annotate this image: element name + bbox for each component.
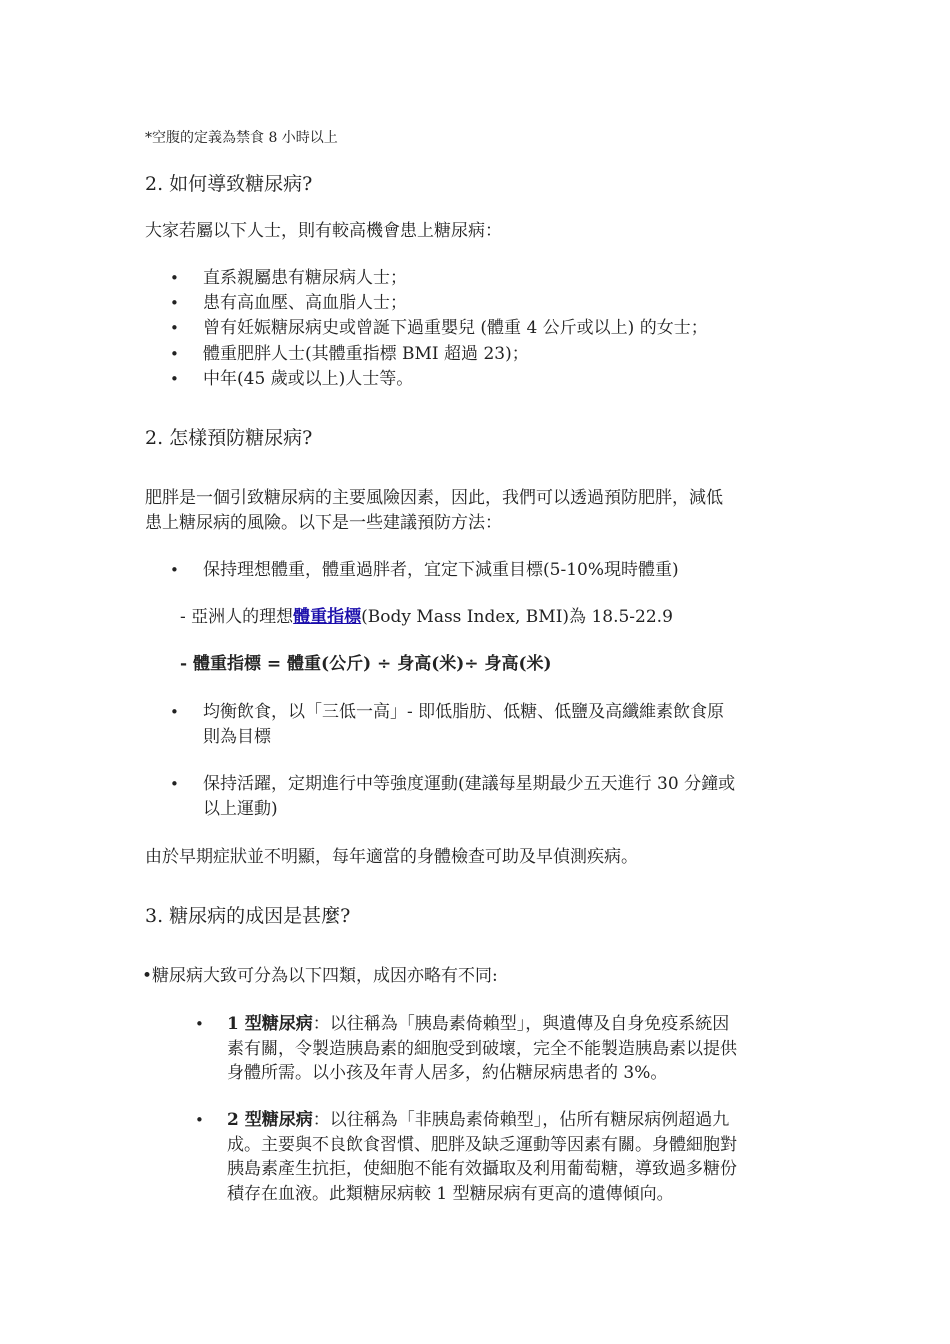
type2-line: 成。主要與不良飲食習慣、肥胖及缺乏運動等因素有關。身體細胞對 [227, 1135, 737, 1155]
list-item-line: 均衡飲食，以「三低一高」- 即低脂肪、低糖、低鹽及高纖維素飲食原 [203, 702, 725, 722]
prevent-heading: 2. 怎樣預防糖尿病? [145, 427, 313, 449]
list-item: 中年(45 歲或以上)人士等。 [203, 369, 414, 389]
bmi-link[interactable]: 體重指標 [293, 607, 362, 627]
type1-line: 素有關，令製造胰島素的細胞受到破壞，完全不能製造胰島素以提供 [227, 1039, 737, 1059]
type1-text: ：以往稱為「胰島素倚賴型」，與遺傳及自身免疫系統因 [312, 1014, 730, 1034]
bullet-icon: • [170, 319, 179, 337]
type2-line [227, 1108, 729, 1132]
fasting-note: *空腹的定義為禁食 8 小時以上 [145, 130, 338, 146]
type1-line: 身體所需。以小孩及年青人居多，約佔糖尿病患者的 3%。 [227, 1063, 668, 1083]
bmi-formula: - 體重指標 = 體重(公斤) ÷ 身高(米)÷ 身高(米) [180, 654, 552, 674]
prevent-intro-line: 肥胖是一個引致糖尿病的主要風險因素，因此，我們可以透過預防肥胖，減低 [145, 488, 723, 508]
bmi-line [180, 605, 673, 629]
type1-line [227, 1012, 729, 1036]
bullet-icon: • [170, 370, 179, 388]
type2-line: 胰島素產生抗拒，使細胞不能有效攝取及利用葡萄糖，導致過多糖份 [227, 1159, 737, 1179]
prevent-intro-line: 患上糖尿病的風險。以下是一些建議預防方法： [145, 513, 502, 533]
type2-line: 積存在血液。此類糖尿病較 1 型糖尿病有更高的遺傳傾向。 [227, 1184, 674, 1204]
type1-label: 1 型糖尿病 [227, 1014, 313, 1034]
bullet-icon: • [170, 775, 179, 793]
types-intro: •糖尿病大致可分為以下四類，成因亦略有不同: [142, 966, 498, 986]
bullet-icon: • [170, 561, 179, 579]
list-item: 曾有妊娠糖尿病史或曾誕下過重嬰兒 (體重 4 公斤或以上) 的女士； [203, 318, 708, 338]
causes-intro: 大家若屬以下人士，則有較高機會患上糖尿病： [145, 221, 502, 241]
prevent-closing: 由於早期症狀並不明顯，每年適當的身體檢查可助及早偵測疾病。 [145, 847, 638, 867]
bullet-icon: • [170, 269, 179, 287]
bullet-icon: • [170, 345, 179, 363]
list-item: 直系親屬患有糖尿病人士； [203, 268, 407, 288]
list-item-line: 保持活躍，定期進行中等強度運動(建議每星期最少五天進行 30 分鐘或 [203, 774, 736, 794]
bullet-icon: • [195, 1015, 204, 1033]
bmi-prefix: - 亞洲人的理想 [180, 607, 294, 627]
bullet-icon: • [195, 1111, 204, 1129]
list-item-line: 以上運動) [203, 799, 278, 819]
list-item: 患有高血壓、高血脂人士； [203, 293, 407, 313]
bullet-icon: • [170, 294, 179, 312]
list-item: 保持理想體重，體重過胖者，宜定下減重目標(5-10%現時體重) [203, 560, 679, 580]
types-heading: 3. 糖尿病的成因是甚麼? [145, 905, 351, 927]
bullet-icon: • [170, 703, 179, 721]
type2-label: 2 型糖尿病 [227, 1110, 313, 1130]
list-item: 體重肥胖人士(其體重指標 BMI 超過 23)； [203, 344, 529, 364]
causes-heading: 2. 如何導致糖尿病? [145, 173, 313, 195]
bmi-suffix: (Body Mass Index, BMI)為 18.5-22.9 [361, 607, 673, 627]
type2-text: ：以往稱為「非胰島素倚賴型」，佔所有糖尿病例超過九 [312, 1110, 730, 1130]
list-item-line: 則為目標 [203, 727, 271, 747]
